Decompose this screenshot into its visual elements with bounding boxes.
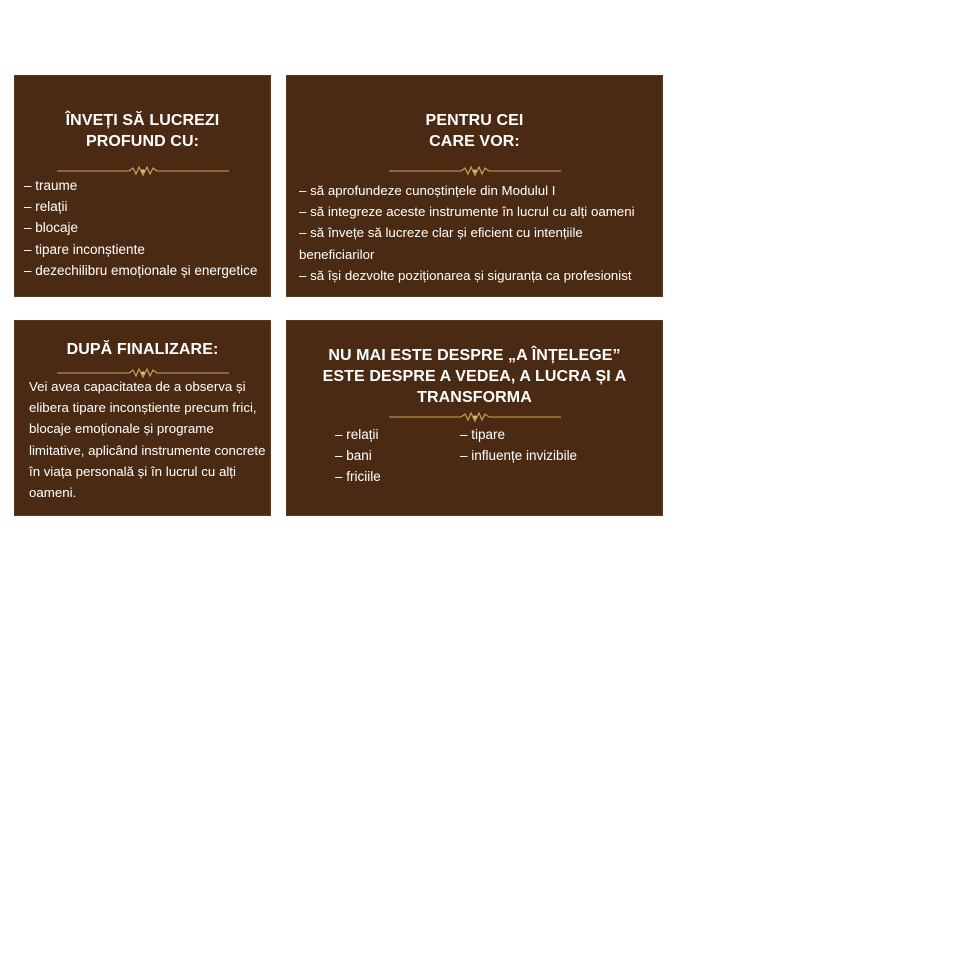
card-for-those-title (287, 110, 662, 152)
card-after-completion (14, 320, 271, 516)
gold-ornament-divider-icon (387, 164, 563, 178)
card-for-those (286, 75, 663, 297)
title-line: PROFUND CU: (85, 133, 200, 150)
title-line: TRANSFORMA (417, 389, 532, 406)
audience-list (299, 180, 659, 286)
list-item: – bani (335, 448, 372, 464)
list-item: – relații (24, 199, 68, 215)
list-item: – influențe invizibile (460, 448, 578, 464)
list-item: – relații (335, 427, 379, 442)
title-line: ÎNVEȚI SĂ LUCREZI (65, 112, 220, 129)
list-item: – dezechilibru emoționale și energetice (24, 262, 258, 278)
title-line: ESTE DESPRE A VEDEA, A LUCRA ȘI A (322, 368, 627, 385)
list-item: – friciile (335, 469, 381, 485)
card-work-deeply-title (15, 110, 270, 152)
list-item: – să integreze aceste instrumente în lucrul cu alți oameni (299, 204, 635, 220)
card-not-about-understanding (286, 320, 663, 516)
list-item: – tipare (460, 427, 506, 442)
list-item: – blocaje (24, 220, 79, 236)
list-item: – să aprofundeze cunoștințele din Modulul I (299, 183, 556, 198)
outcome-paragraph: Vei avea capacitatea de a observa și elibera tipare inconștiente precum frici, blocaje emoționale și programe limitative, aplicând instrumente concrete în viața personală și în lucrul cu alți oameni. (29, 379, 266, 501)
title-line: CARE VOR: (429, 133, 520, 150)
topics-list (24, 175, 270, 281)
themes-list-left (335, 424, 445, 488)
card-after-completion-title (15, 339, 270, 360)
list-item: – tipare inconștiente (24, 241, 145, 257)
card-work-deeply (14, 75, 271, 297)
list-item: – să învețe să lucreze clar și eficient cu intențiile beneficiarilor (299, 225, 583, 262)
list-item: – traume (24, 178, 78, 193)
themes-list-right (460, 424, 640, 466)
title-line: NU MAI ESTE DESPRE „A ÎNȚELEGE” (328, 347, 621, 364)
list-item: – să își dezvolte poziționarea și siguranța ca profesionist (299, 267, 632, 283)
title-line: PENTRU CEI (425, 112, 524, 129)
card-not-about-understanding-title (287, 345, 662, 408)
gold-ornament-divider-icon (387, 410, 563, 424)
title-line: DUPĂ FINALIZARE: (66, 341, 219, 358)
